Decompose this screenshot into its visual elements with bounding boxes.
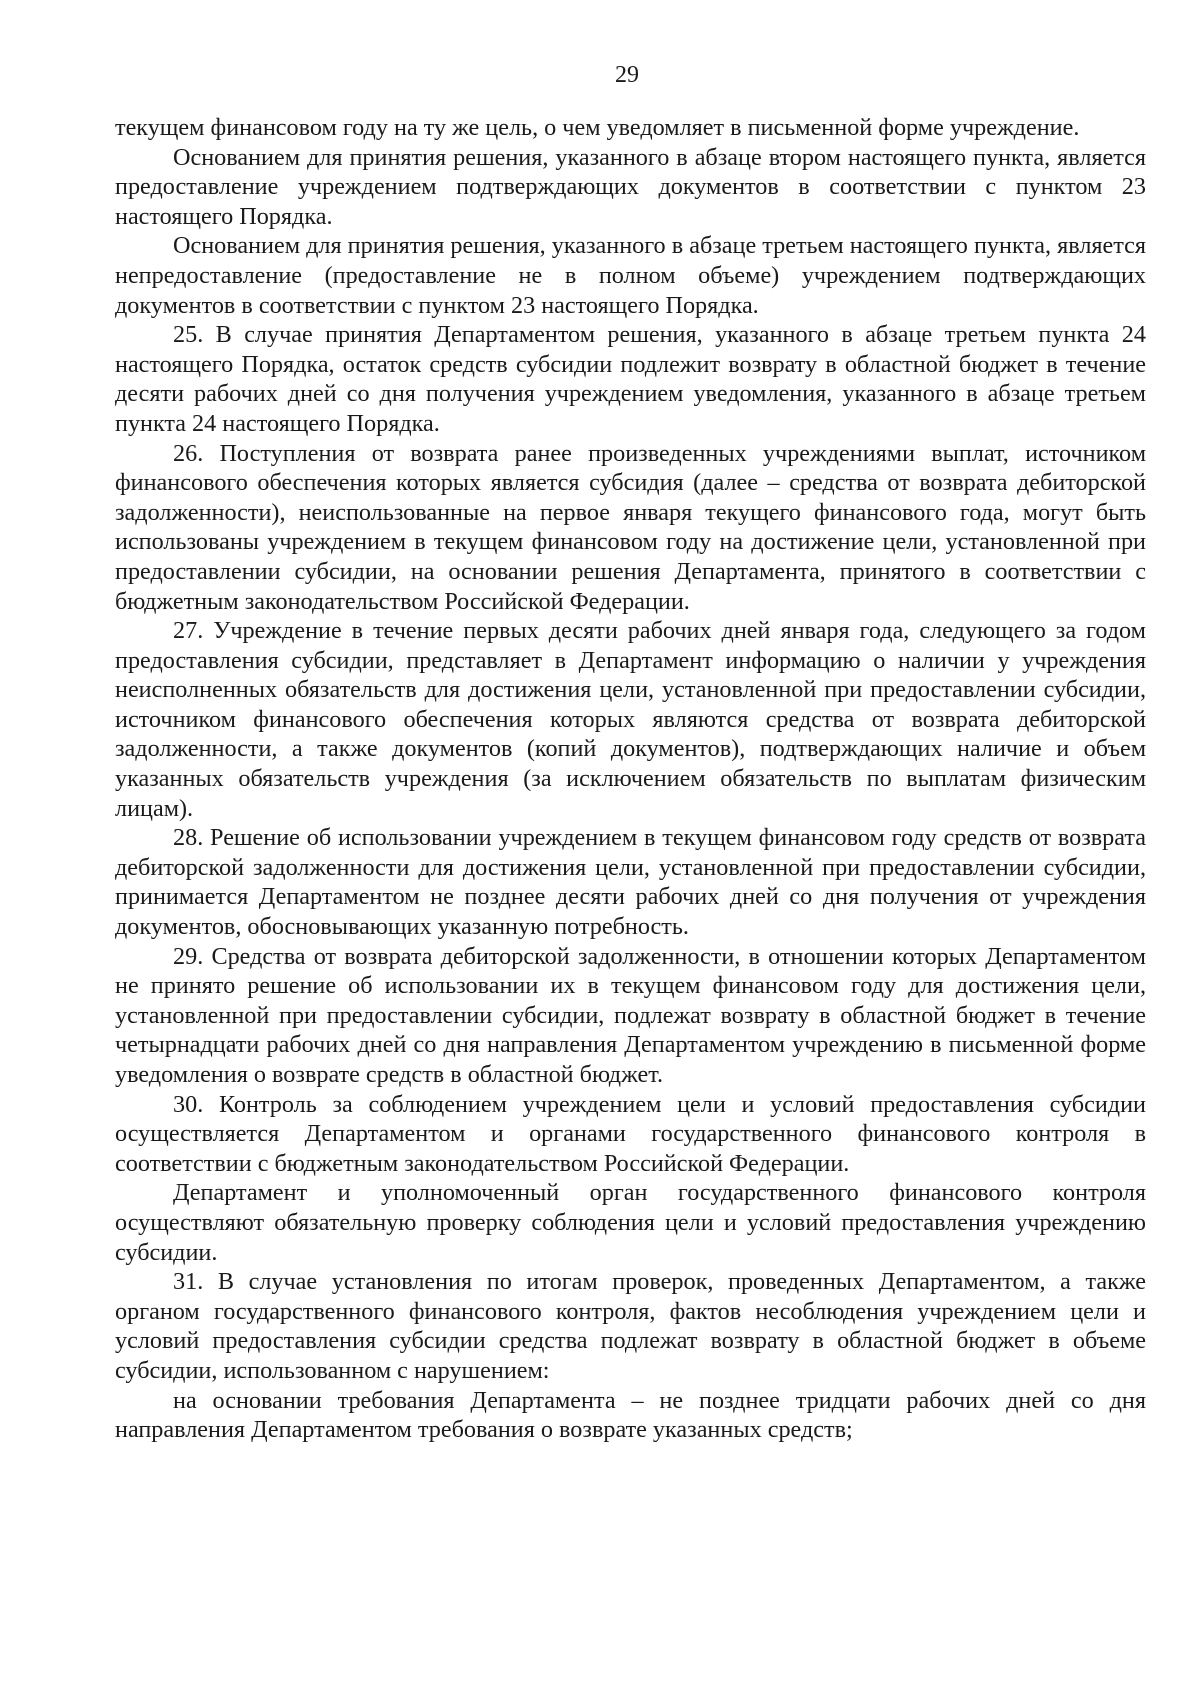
paragraph-item-31: 31. В случае установления по итогам проверок, проведенных Департаментом, а также органом государственного финансового контроля, фактов несоблюдения учреждением цели и условий предоставления субсидии средства подлежат возврату в областной бюджет в объеме субсидии, использованном с нарушением: [115, 1268, 1146, 1384]
paragraph-item-27: 27. Учреждение в течение первых десяти рабочих дней января года, следующего за годом предоставления субсидии, представляет в Департамент информацию о наличии у учреждения неисполненных обязательств для достижения цели, установленной при предоставлении субсидии, источником финансового обеспечения которых являются средства от возврата дебиторской задолженности, а также документов (копий документов), подтверждающих наличие и объем указанных обязательств учреждения (за исключением обязательств по выплатам физическим лицам). [115, 617, 1146, 822]
page-number: 29 [615, 62, 639, 88]
paragraph-item-30-verification: Департамент и уполномоченный орган государственного финансового контроля осуществляют обязательную проверку соблюдения цели и условий предоставления учреждению субсидии. [115, 1179, 1146, 1266]
paragraph-item-26: 26. Поступления от возврата ранее произведенных учреждениями выплат, источником финансового обеспечения которых является субсидия (далее – средства от возврата дебиторской задолженности), неиспользованные на первое января текущего финансового года, могут быть использованы учреждением в текущем финансовом году на достижение цели, установленной при предоставлении субсидии, на основании решения Департамента, принятого в соответствии с бюджетным законодательством Российской Федерации. [115, 439, 1146, 615]
paragraph-item-25: 25. В случае принятия Департаментом решения, указанного в абзаце третьем пункта 24 настоящего Порядка, остаток средств субсидии подлежит возврату в областной бюджет в течение десяти рабочих дней со дня получения учреждением уведомления, указанного в абзаце третьем пункта 24 настоящего Порядка. [115, 321, 1146, 437]
paragraph-basis-second: Основанием для принятия решения, указанного в абзаце втором настоящего пункта, является предоставление учреждением подтверждающих документов в соответствии с пунктом 23 настоящего Порядка. [115, 143, 1146, 230]
paragraph-continuation: текущем финансовом году на ту же цель, о чем уведомляет в письменной форме учреждение. [115, 114, 1080, 141]
paragraph-item-28: 28. Решение об использовании учреждением в текущем финансовом году средств от возврата дебиторской задолженности для достижения цели, установленной при предоставлении субсидии, принимается Департаментом не позднее десяти рабочих дней со дня получения от учреждения документов, обосновывающих указанную потребность. [115, 824, 1146, 941]
paragraph-item-31-demand: на основании требования Департамента – не позднее тридцати рабочих дней со дня направления Департаментом требования о возврате указанных средств; [115, 1386, 1146, 1444]
paragraph-item-30: 30. Контроль за соблюдением учреждением цели и условий предоставления субсидии осуществляется Департаментом и органами государственного финансового контроля в соответствии с бюджетным законодательством Российской Федерации. [115, 1090, 1146, 1177]
document-body [115, 113, 1146, 1445]
paragraph-basis-third: Основанием для принятия решения, указанного в абзаце третьем настоящего пункта, является непредоставление (предоставление не в полном объеме) учреждением подтверждающих документов в соответствии с пунктом 23 настоящего Порядка. [115, 232, 1146, 319]
paragraph-item-29: 29. Средства от возврата дебиторской задолженности, в отношении которых Департаментом не принято решение об использовании их в текущем финансовом году для достижения цели, установленной при предоставлении субсидии, подлежат возврату в областной бюджет в течение четырнадцати рабочих дней со дня направления Департаментом учреждению в письменной форме уведомления о возврате средств в областной бюджет. [115, 942, 1146, 1088]
